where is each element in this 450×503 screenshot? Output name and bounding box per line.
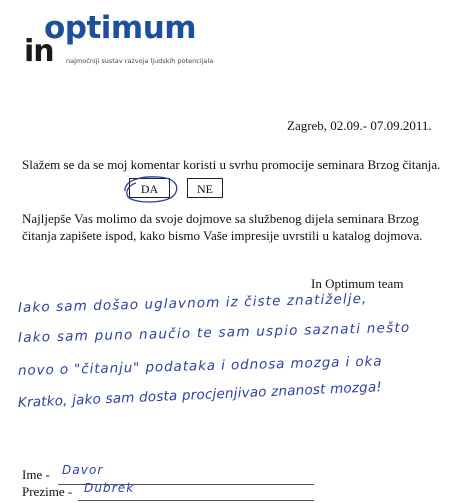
handwritten-line-4: Kratko, jako sam dosta procjenjivao znanost mozga! [17, 379, 383, 411]
last-name-line [78, 500, 314, 501]
logo-tagline: najmočniji sustav razvoja ljudskih potencijala [66, 57, 214, 65]
last-name-label: Prezime - [22, 484, 73, 499]
first-name-value[interactable]: Davor [62, 463, 104, 477]
option-da-checkbox[interactable]: DA [129, 178, 170, 198]
request-line-2: čitanja zapišete ispod, kako bismo Vaše impresije uvrstili u katalog dojmova. [22, 228, 423, 243]
last-name-value[interactable]: Dubrek [84, 481, 135, 495]
company-logo [24, 8, 224, 72]
logo-prefix: in [24, 34, 54, 69]
consent-statement: Slažem se da se moj komentar koristi u svrhu promocije seminara Brzog čitanja. [22, 157, 441, 172]
handwritten-line-2: Iako sam puno naučio te sam uspio saznati nešto [17, 319, 411, 346]
first-name-label: Ime - [22, 467, 50, 482]
handwritten-line-3: novo o "čitanju" podataka i odnosa mozga i oka [17, 353, 383, 379]
logo-wordmark: optimum [44, 10, 197, 46]
date-line: Zagreb, 02.09.- 07.09.2011. [287, 118, 432, 133]
option-ne-checkbox[interactable]: NE [187, 178, 223, 198]
handwritten-line-1: Iako sam došao uglavnom iz čiste znatiželje, [17, 290, 368, 316]
selection-circle-mark [120, 172, 184, 206]
request-line-1: Najljepše Vas molimo da svoje dojmove sa službenog dijela seminara Brzog [22, 211, 419, 226]
team-signature: In Optimum team [311, 276, 404, 291]
